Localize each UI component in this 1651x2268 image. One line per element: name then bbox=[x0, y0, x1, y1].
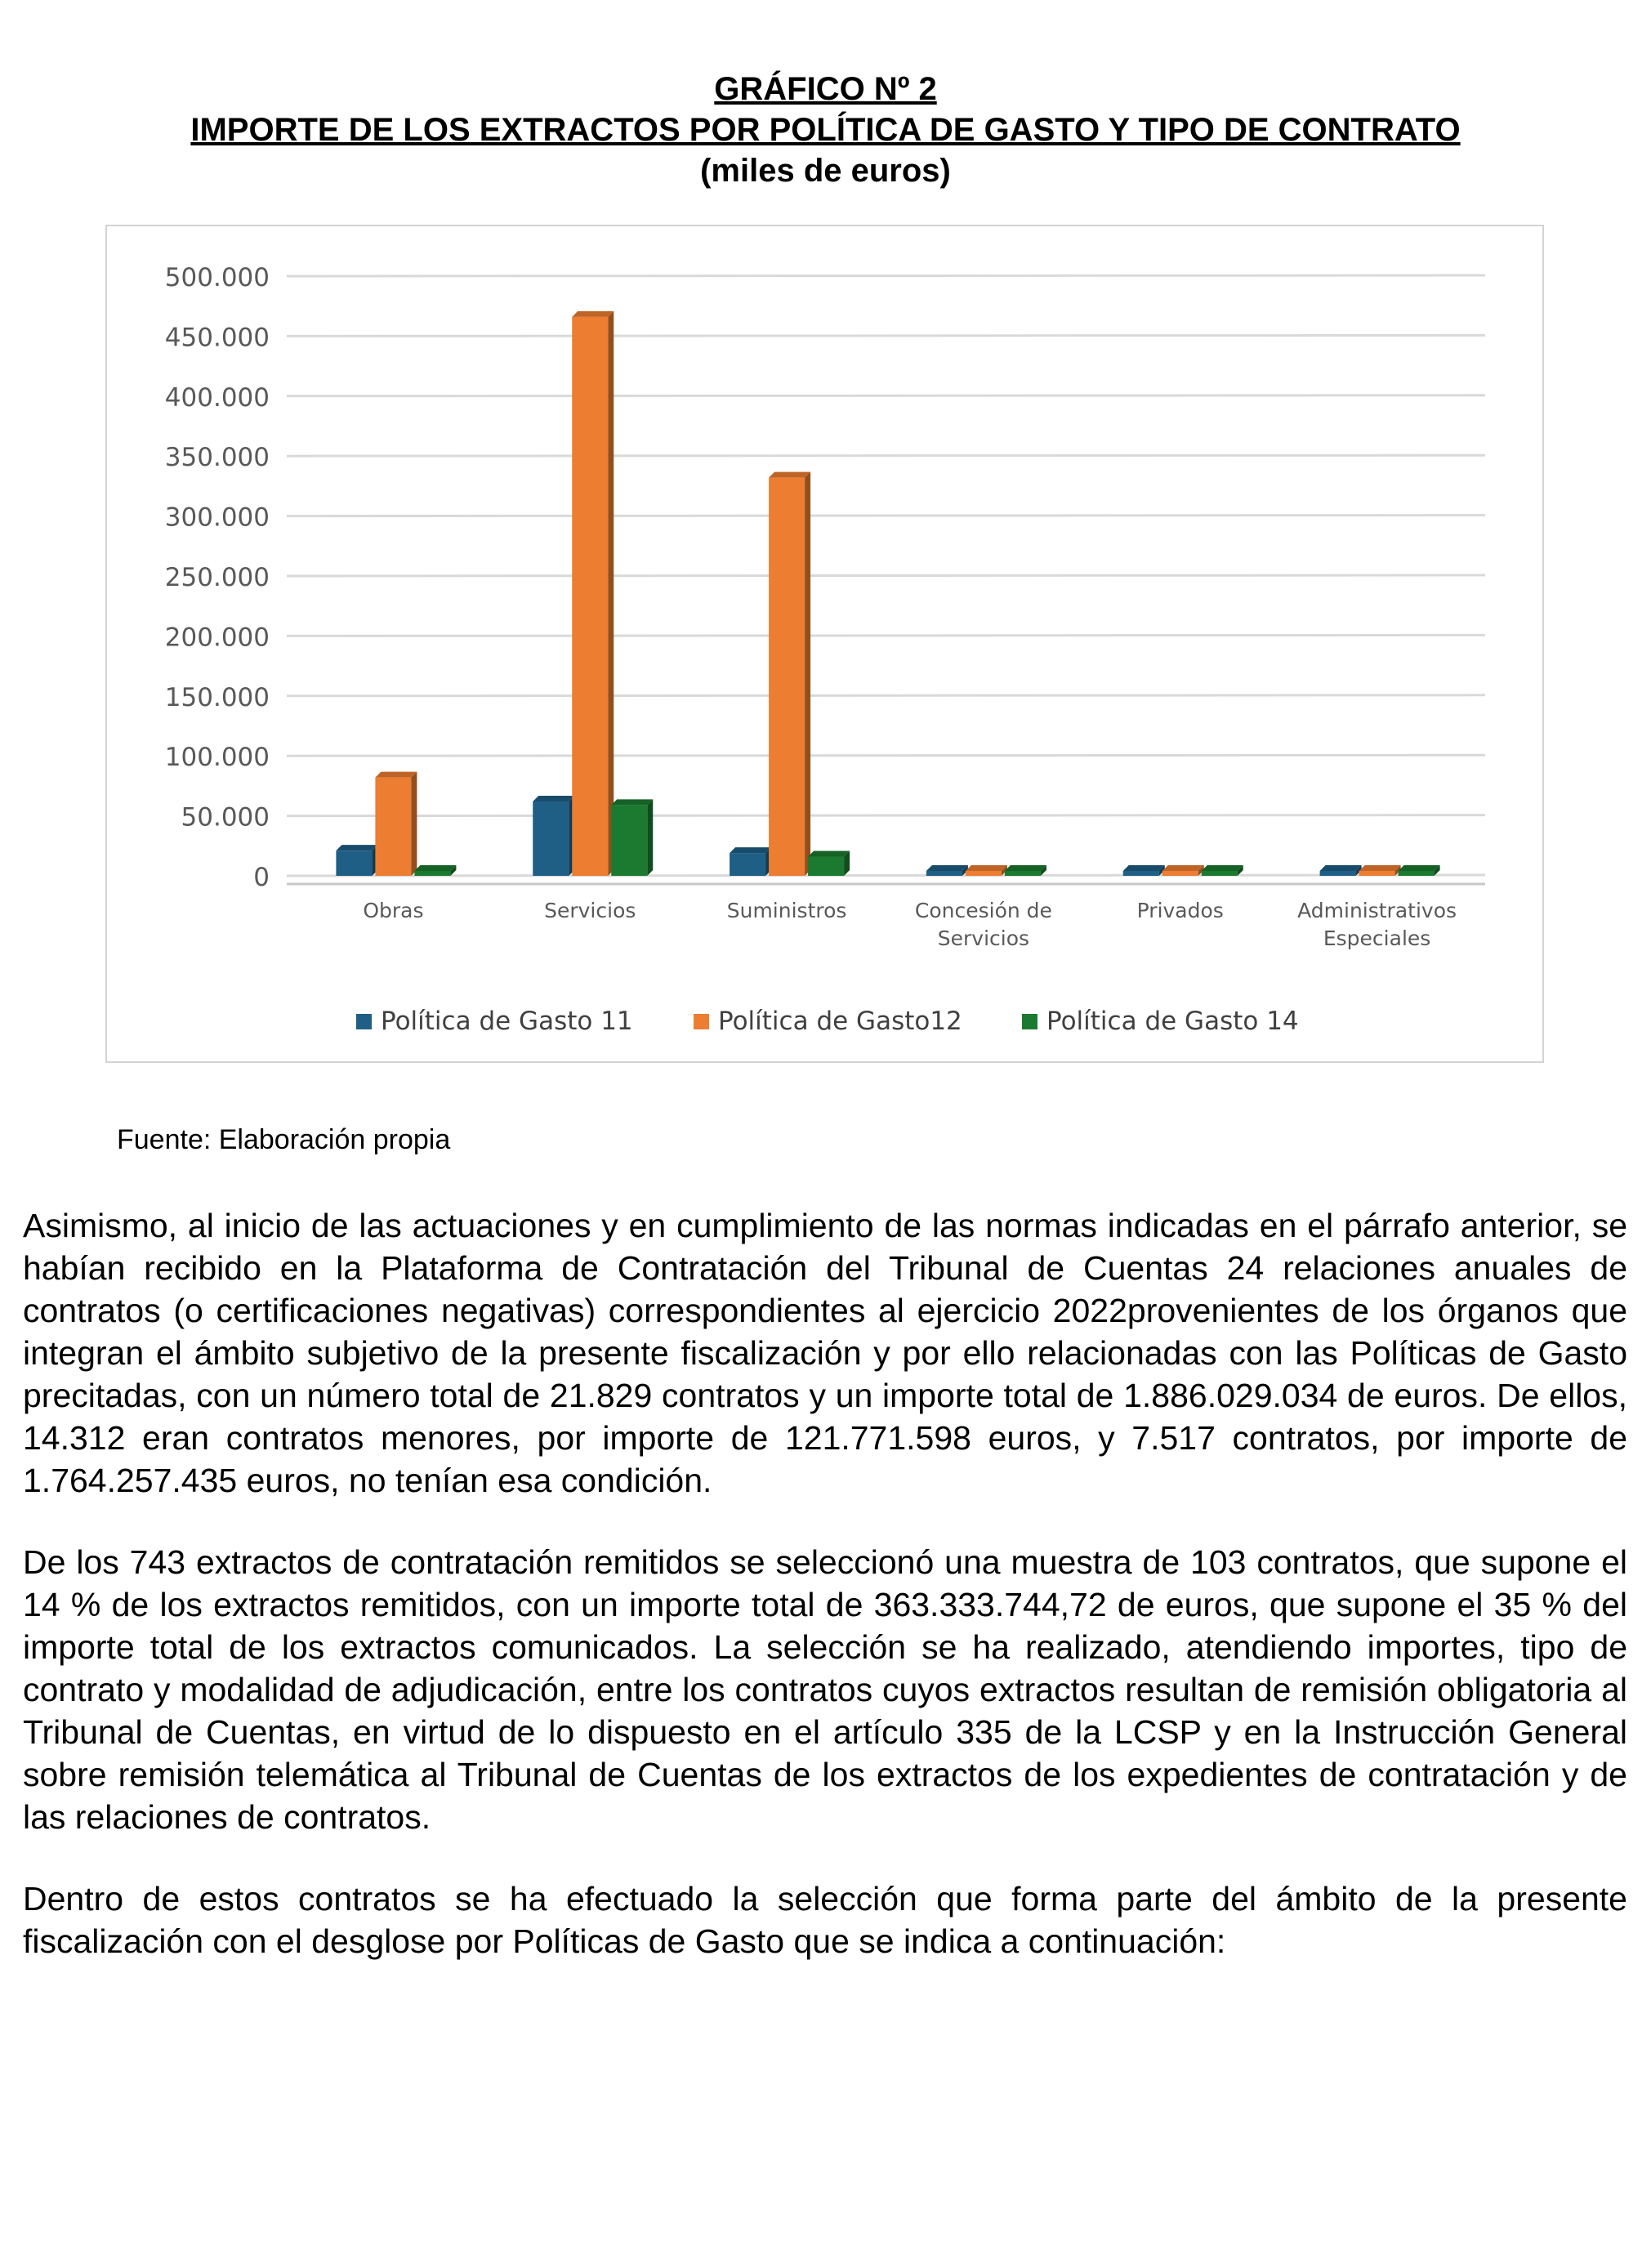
gridline bbox=[287, 815, 1485, 816]
figure-number: GRÁFICO Nº 2 bbox=[714, 71, 937, 107]
bar-side bbox=[411, 772, 417, 876]
paragraph-3: Dentro de estos contratos se ha efectuado la selección que forma parte del ámbito de la presente fiscalización con el desglose por Políticas de Gasto que se indica a continuación: bbox=[23, 1880, 1627, 1960]
bar-top bbox=[1320, 865, 1362, 871]
bar-top bbox=[414, 865, 456, 871]
bar-side bbox=[647, 799, 653, 876]
gridline bbox=[287, 395, 1485, 396]
gridline bbox=[287, 575, 1485, 576]
bar-top bbox=[611, 799, 653, 805]
bar bbox=[1162, 871, 1198, 876]
bar bbox=[336, 850, 372, 876]
bar-top bbox=[1359, 865, 1401, 871]
bar-top bbox=[1005, 865, 1046, 871]
legend-swatch bbox=[694, 1014, 709, 1029]
bar bbox=[730, 853, 765, 876]
bar-top bbox=[808, 851, 850, 857]
bar-top bbox=[533, 796, 574, 801]
bar-top bbox=[926, 865, 968, 871]
paragraph-1: Asimismo, al inicio de las actuaciones y en cumplimiento de las normas indicadas en el párrafo anterior, se habían recibido en la Plataforma de Contratación del Tribunal de Cuentas 24 relaciones anuales de contratos (o certificaciones negativas) correspondientes al ejercicio 2022provenientes de los órganos que integran el ámbito subjetivo de la presente fiscalización y por ello relacionadas con las Políticas de Gasto precitadas, con un número total de 21.829 contratos y un importe total de 1.886.029.034 de euros. De ellos, 14.312 eran contratos menores, por importe de 121.771.598 euros, y 7.517 contratos, por importe de 1.764.257.435 euros, no tenían esa condición. bbox=[23, 1207, 1627, 1499]
bar-top bbox=[769, 472, 810, 478]
bar-top bbox=[966, 865, 1007, 871]
bar-top bbox=[1123, 865, 1165, 871]
y-tick-label: 50.000 bbox=[181, 802, 270, 833]
bar-top bbox=[1202, 865, 1243, 871]
bar-top bbox=[375, 772, 417, 778]
gridline bbox=[287, 455, 1485, 456]
gridline bbox=[287, 335, 1485, 336]
bar bbox=[1399, 871, 1435, 876]
bar-top bbox=[336, 845, 377, 850]
y-tick-label: 0 bbox=[253, 863, 270, 892]
bar bbox=[611, 805, 647, 876]
chart-frame bbox=[105, 225, 1544, 1063]
bar bbox=[926, 871, 962, 876]
bar-top bbox=[1399, 865, 1440, 871]
bar bbox=[375, 778, 411, 876]
source-note: Fuente: Elaboración propia bbox=[117, 1124, 451, 1155]
gridline bbox=[287, 755, 1485, 756]
y-tick-label: 500.000 bbox=[164, 263, 270, 292]
legend-label: Política de Gasto12 bbox=[718, 1007, 962, 1036]
y-tick-label: 100.000 bbox=[164, 743, 270, 773]
x-tick-label: Concesión de bbox=[914, 899, 1052, 922]
gridline bbox=[287, 875, 1485, 876]
chart-heading bbox=[0, 69, 1651, 191]
y-tick-label: 350.000 bbox=[164, 443, 270, 473]
gridline bbox=[287, 635, 1485, 636]
bar bbox=[572, 317, 608, 876]
legend-swatch bbox=[356, 1014, 372, 1029]
legend-label: Política de Gasto 14 bbox=[1046, 1007, 1299, 1036]
y-tick-label: 450.000 bbox=[164, 323, 270, 353]
y-tick-label: 400.000 bbox=[164, 382, 270, 413]
gridline bbox=[287, 275, 1485, 276]
x-tick-label: Obras bbox=[363, 899, 424, 922]
y-tick-label: 150.000 bbox=[164, 682, 270, 712]
y-tick-label: 300.000 bbox=[164, 502, 270, 533]
bar bbox=[808, 857, 844, 876]
x-tick-label: Servicios bbox=[544, 899, 636, 922]
bar bbox=[1123, 871, 1159, 876]
bar bbox=[1320, 871, 1356, 876]
bar-side bbox=[608, 311, 614, 876]
bar bbox=[769, 478, 805, 876]
bar bbox=[1005, 871, 1041, 876]
bar-chart bbox=[107, 226, 1542, 1061]
bar bbox=[414, 871, 450, 876]
bar bbox=[1359, 871, 1395, 876]
bar bbox=[1202, 871, 1238, 876]
y-tick-label: 200.000 bbox=[164, 623, 270, 653]
y-tick-label: 250.000 bbox=[164, 563, 270, 592]
figure-title: IMPORTE DE LOS EXTRACTOS POR POLÍTICA DE GASTO Y TIPO DE CONTRATO bbox=[190, 112, 1461, 148]
bar bbox=[533, 801, 569, 876]
x-tick-label: Privados bbox=[1136, 899, 1224, 922]
bar bbox=[966, 871, 1002, 876]
bar-top bbox=[730, 847, 771, 853]
gridline bbox=[287, 695, 1485, 696]
x-tick-label: Servicios bbox=[937, 926, 1030, 950]
x-tick-label: Suministros bbox=[726, 899, 847, 922]
paragraph-2: De los 743 extractos de contratación remitidos se seleccionó una muestra de 103 contratos, que supone el 14 % de los extractos remitidos, con un importe total de 363.333.744,72 de euros, que supone el 35 % del importe total de los extractos comunicados. La selección se ha realizado, atendiendo importes, tipo de contrato y modalidad de adjudicación, entre los contratos cuyos extractos resultan de remisión obligatoria al Tribunal de Cuentas, en virtud de lo dispuesto en el artículo 335 de la LCSP y en la Instrucción General sobre remisión telemática al Tribunal de Cuentas de los extractos de los expedientes de contratación y de las relaciones de contratos. bbox=[23, 1543, 1627, 1836]
x-tick-label: Especiales bbox=[1323, 926, 1431, 950]
legend-swatch bbox=[1022, 1014, 1037, 1029]
legend-label: Política de Gasto 11 bbox=[381, 1007, 633, 1036]
bar-top bbox=[1162, 865, 1204, 871]
bar-top bbox=[572, 311, 614, 317]
bar-side bbox=[805, 472, 810, 876]
x-tick-label: Administrativos bbox=[1297, 899, 1457, 922]
figure-units: (miles de euros) bbox=[700, 153, 951, 189]
